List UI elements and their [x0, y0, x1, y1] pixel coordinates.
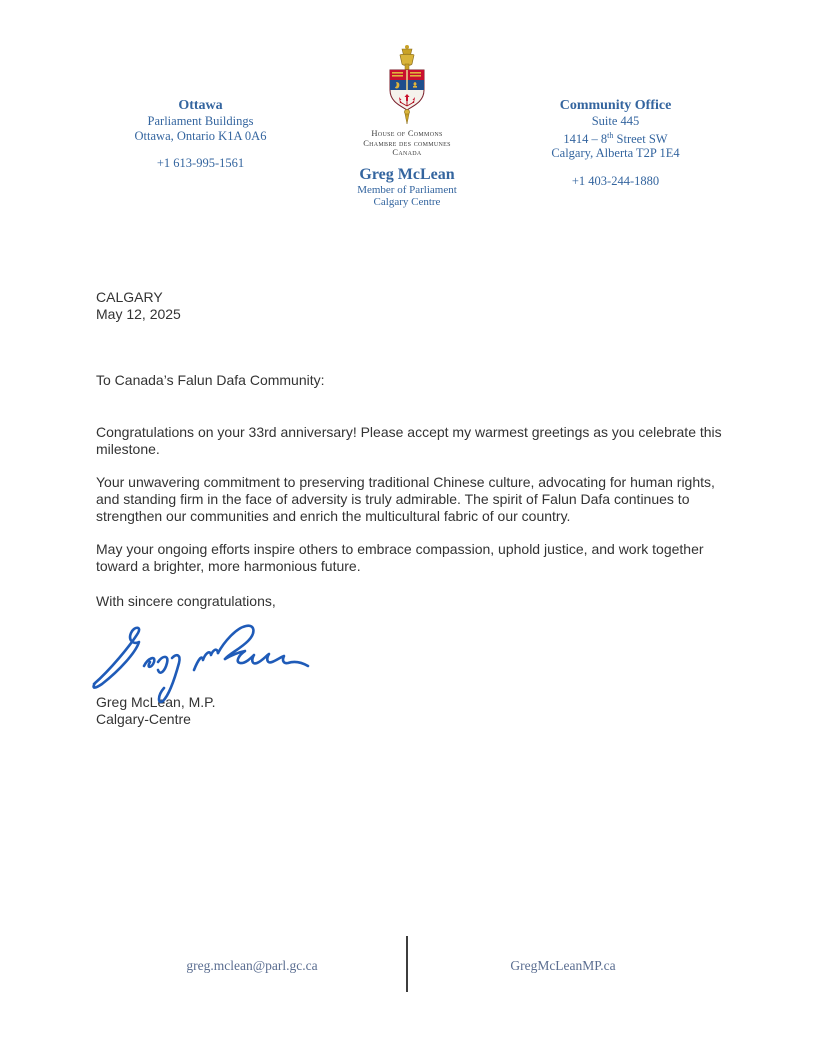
community-office-block — [503, 98, 728, 188]
ottawa-phone: +1 613-995-1561 — [156, 156, 245, 170]
salutation: To Canada’s Falun Dafa Community: — [96, 372, 325, 388]
closing-line: With sincere congratulations, — [96, 593, 276, 609]
member-riding: Calgary Centre — [373, 196, 441, 208]
org-name-english: House of Commons — [371, 128, 443, 138]
ottawa-address-line: Parliament Buildings — [147, 114, 254, 128]
letter-city: CALGARY — [96, 289, 163, 305]
signer-name: Greg McLean, M.P. — [96, 694, 216, 710]
signer-riding: Calgary-Centre — [96, 711, 191, 727]
letterhead-centre-block — [332, 44, 482, 209]
dateline — [96, 289, 728, 323]
footer-email: greg.mclean@parl.gc.ca — [186, 958, 318, 973]
community-office-title: Community Office — [559, 98, 672, 113]
member-title: Member of Parliament — [357, 183, 457, 196]
letter-body — [96, 289, 728, 728]
handwritten-signature — [86, 622, 336, 708]
body-paragraph: Your unwavering commitment to preserving traditional Chinese culture, advocating for human rights, and standing firm in the face of adversity is truly admirable. The spirit of Falun Dafa continues to strengthen our communities and enrich the multicultural fabric of our country. — [96, 474, 715, 524]
signature-block — [96, 620, 728, 694]
body-paragraph: Congratulations on your 33rd anniversary! Please accept my warmest greetings as you celebrate this milestone. — [96, 424, 722, 457]
ottawa-office-block — [88, 98, 313, 171]
body-paragraph: May your ongoing efforts inspire others to embrace compassion, uphold justice, and work together toward a brighter, more harmonious future. — [96, 541, 704, 574]
org-name-french: Chambre des communes — [363, 137, 451, 148]
member-name: Greg McLean — [359, 165, 455, 183]
footer-website: GregMcLeanMP.ca — [510, 958, 616, 973]
ottawa-address-line: Ottawa, Ontario K1A 0A6 — [134, 128, 267, 143]
ottawa-office-title: Ottawa — [178, 98, 223, 113]
house-of-commons-crest-icon — [385, 44, 429, 126]
org-country: Canada — [392, 147, 422, 157]
community-address-line: Calgary, Alberta T2P 1E4 — [551, 146, 680, 161]
community-phone: +1 403-244-1880 — [571, 173, 660, 188]
community-address-line: Suite 445 — [591, 114, 640, 128]
community-address-line: 1414 – 8th Street SW — [563, 130, 668, 146]
letter-date: May 12, 2025 — [96, 306, 181, 322]
